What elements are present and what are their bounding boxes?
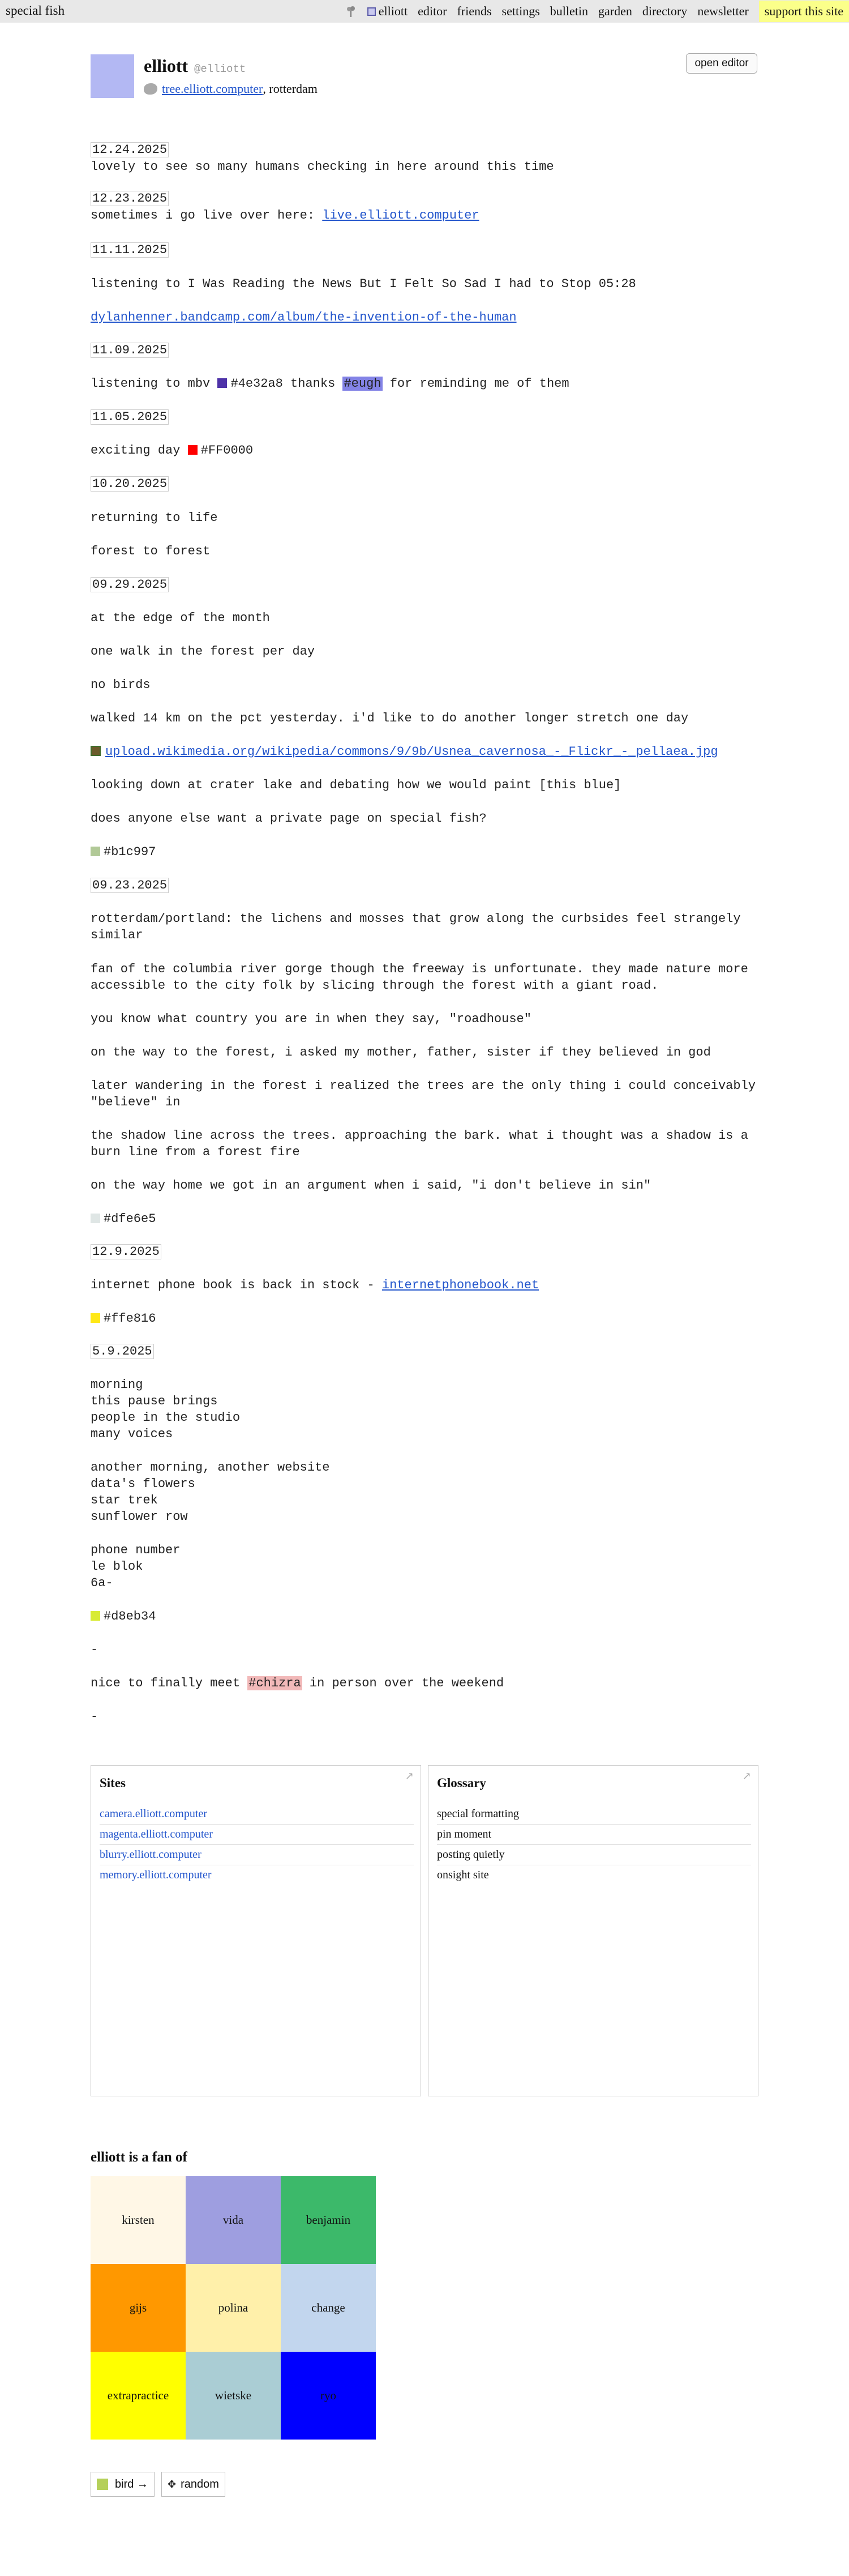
glossary-item[interactable]: posting quietly bbox=[437, 1845, 751, 1865]
nav-elliott[interactable] bbox=[367, 4, 408, 19]
profile-meta bbox=[144, 82, 318, 96]
poem-line: morning bbox=[91, 1378, 143, 1392]
site-brand[interactable]: special fish bbox=[6, 3, 65, 18]
post-text: listening to I Was Reading the News But I Felt So Sad I had to Stop 05:28 bbox=[91, 277, 636, 291]
user-tag-chizra[interactable]: #chizra bbox=[248, 1676, 301, 1690]
poem-line: data's flowers bbox=[91, 1477, 195, 1491]
post-text-part: sometimes i go live over here: bbox=[91, 208, 323, 223]
post-text-part: thanks bbox=[282, 377, 343, 391]
date-label: 12.23.2025 bbox=[91, 191, 169, 206]
nav-friends[interactable]: friends bbox=[457, 4, 492, 18]
nav-directory[interactable]: directory bbox=[642, 4, 688, 18]
profile-name: elliott bbox=[144, 55, 188, 76]
external-arrow-icon[interactable]: ↗ bbox=[405, 1770, 414, 1782]
post-text: returning to life bbox=[91, 511, 218, 525]
fan-cell[interactable]: polina bbox=[186, 2264, 281, 2352]
post-text bbox=[91, 375, 569, 392]
post-text-part: internet phone book is back in stock - bbox=[91, 1278, 382, 1292]
top-bar bbox=[0, 0, 849, 23]
post-text: the shadow line across the trees. approaching the bark. what i thought was a shadow is a burn line from a forest fire bbox=[91, 1129, 748, 1159]
random-icon: ✥ bbox=[168, 2478, 177, 2490]
poem-line: this pause brings bbox=[91, 1394, 218, 1408]
tree-blob-icon bbox=[144, 83, 157, 95]
post-text: on the way to the forest, i asked my mother, father, sister if they believed in god bbox=[91, 1045, 711, 1060]
date-label: 11.09.2025 bbox=[91, 343, 169, 358]
fan-grid bbox=[91, 2176, 376, 2440]
poem-line: many voices bbox=[91, 1427, 173, 1441]
color-swatch bbox=[91, 1611, 100, 1621]
bird-square-icon bbox=[97, 2479, 108, 2490]
post-date bbox=[91, 342, 169, 358]
post-text: at the edge of the month bbox=[91, 611, 270, 625]
nav-garden[interactable]: garden bbox=[598, 4, 632, 18]
support-link[interactable]: support this site bbox=[759, 1, 849, 22]
post-date bbox=[91, 1343, 154, 1360]
date-label: 11.11.2025 bbox=[91, 242, 169, 258]
site-link[interactable]: memory.elliott.computer bbox=[100, 1869, 212, 1881]
profile-handle: @elliott bbox=[194, 63, 246, 75]
poem-line: phone number bbox=[91, 1543, 181, 1557]
post-text bbox=[91, 844, 156, 860]
date-label: 12.9.2025 bbox=[91, 1244, 161, 1259]
site-link[interactable]: magenta.elliott.computer bbox=[100, 1825, 414, 1845]
hex-label: #b1c997 bbox=[104, 845, 156, 859]
bird-button[interactable] bbox=[91, 2472, 155, 2497]
glossary-item[interactable]: pin moment bbox=[437, 1825, 751, 1845]
nav-settings[interactable]: settings bbox=[501, 4, 540, 18]
nav-editor[interactable]: editor bbox=[418, 4, 447, 18]
top-nav bbox=[345, 0, 849, 23]
sites-list bbox=[100, 1804, 414, 1886]
live-link[interactable]: live.elliott.computer bbox=[322, 208, 479, 223]
post-link bbox=[91, 744, 718, 760]
profile-location: rotterdam bbox=[269, 82, 318, 96]
post-text bbox=[91, 1211, 156, 1227]
post-text: rotterdam/portland: the lichens and mosses that grow along the curbsides feel strangely similar bbox=[91, 912, 741, 942]
glossary-list bbox=[437, 1804, 751, 1886]
post-text: on the way home we got in an argument when i said, "i don't believe in sin" bbox=[91, 1178, 651, 1193]
post-text bbox=[91, 207, 479, 224]
sites-title: Sites bbox=[100, 1776, 126, 1790]
fan-cell[interactable]: change bbox=[281, 2264, 376, 2352]
site-link[interactable]: blurry.elliott.computer bbox=[100, 1845, 414, 1865]
wikimedia-link[interactable]: upload.wikimedia.org/wikipedia/commons/9/9b/Usnea_cavernosa_-_Flickr_-_pellaea.jpg bbox=[105, 745, 718, 759]
poem-line: le blok bbox=[91, 1560, 143, 1574]
post-date bbox=[91, 242, 169, 258]
date-label: 12.24.2025 bbox=[91, 142, 169, 157]
hex-label: #dfe6e5 bbox=[104, 1212, 156, 1226]
post-divider: - bbox=[91, 1643, 98, 1657]
color-swatch bbox=[91, 1313, 100, 1323]
poem-line: sunflower row bbox=[91, 1510, 188, 1524]
hex-label: #FF0000 bbox=[200, 443, 254, 458]
date-label: 09.29.2025 bbox=[91, 577, 169, 592]
fan-cell[interactable]: wietske bbox=[186, 2352, 281, 2440]
fan-cell[interactable]: ryo bbox=[281, 2352, 376, 2440]
glossary-item[interactable]: special formatting bbox=[437, 1804, 751, 1825]
post-text bbox=[91, 1608, 156, 1625]
post-date bbox=[91, 409, 169, 425]
post-text: lovely to see so many humans checking in here around this time bbox=[91, 160, 554, 174]
date-label: 5.9.2025 bbox=[91, 1344, 154, 1359]
color-swatch bbox=[217, 378, 227, 388]
hex-label: #ffe816 bbox=[104, 1312, 156, 1326]
avatar bbox=[91, 54, 134, 98]
sites-panel bbox=[91, 1765, 421, 2096]
color-swatch bbox=[188, 445, 198, 455]
post-text bbox=[91, 1277, 539, 1293]
color-swatch bbox=[91, 1214, 100, 1223]
image-link-icon bbox=[91, 746, 101, 756]
open-editor-button[interactable]: open editor bbox=[686, 53, 757, 74]
hex-label: #4e32a8 bbox=[230, 377, 283, 391]
post-text: walked 14 km on the pct yesterday. i'd like to do another longer stretch one day bbox=[91, 711, 689, 725]
post-text bbox=[91, 442, 253, 459]
profile-separator: , bbox=[263, 82, 266, 96]
glossary-panel bbox=[428, 1765, 758, 2096]
date-label: 11.05.2025 bbox=[91, 409, 169, 425]
fan-cell[interactable]: benjamin bbox=[281, 2176, 376, 2264]
post-date bbox=[91, 476, 169, 492]
post-text: later wandering in the forest i realized the trees are the only thing i could conceivably "believe" in bbox=[91, 1079, 756, 1109]
post-text: forest to forest bbox=[91, 544, 211, 558]
color-swatch bbox=[91, 847, 100, 856]
external-arrow-icon[interactable]: ↗ bbox=[742, 1770, 751, 1782]
fan-cell[interactable]: vida bbox=[186, 2176, 281, 2264]
post-text: one walk in the forest per day bbox=[91, 644, 315, 659]
glossary-title: Glossary bbox=[437, 1776, 486, 1790]
random-label: random bbox=[181, 2477, 219, 2490]
site-link[interactable]: camera.elliott.computer bbox=[100, 1804, 414, 1825]
profile-site-link[interactable]: tree.elliott.computer bbox=[162, 82, 263, 96]
bandcamp-link[interactable]: dylanhenner.bandcamp.com/album/the-invention-of-the-human bbox=[91, 310, 517, 324]
poem-line: star trek bbox=[91, 1493, 158, 1507]
poem-line: 6a- bbox=[91, 1576, 113, 1590]
user-tag-eugh[interactable]: #eugh bbox=[344, 377, 381, 391]
nav-elliott-label: elliott bbox=[378, 4, 408, 18]
post-text-part: nice to finally meet bbox=[91, 1676, 248, 1690]
post-text-part: in person over the weekend bbox=[302, 1676, 504, 1690]
post-date bbox=[91, 190, 169, 207]
post-text bbox=[91, 1310, 156, 1327]
post-divider: - bbox=[91, 1710, 98, 1724]
fan-of-heading: elliott is a fan of bbox=[91, 2150, 187, 2165]
poem-line: another morning, another website bbox=[91, 1460, 330, 1475]
poem-line: people in the studio bbox=[91, 1411, 241, 1425]
post-text-part: exciting day bbox=[91, 443, 188, 458]
post-text: you know what country you are in when they say, "roadhouse" bbox=[91, 1012, 531, 1026]
post-date bbox=[91, 576, 169, 593]
post-text bbox=[91, 1675, 504, 1691]
glossary-item[interactable]: onsight site bbox=[437, 1869, 489, 1881]
date-label: 10.20.2025 bbox=[91, 476, 169, 492]
hex-label: #d8eb34 bbox=[104, 1609, 156, 1624]
post-link bbox=[91, 309, 517, 326]
post-date bbox=[91, 877, 169, 894]
plant-icon[interactable] bbox=[345, 5, 357, 18]
phonebook-link[interactable]: internetphonebook.net bbox=[381, 1278, 539, 1292]
date-label: 09.23.2025 bbox=[91, 878, 169, 893]
nav-newsletter[interactable]: newsletter bbox=[697, 4, 749, 18]
post-text-part: listening to mbv bbox=[91, 377, 218, 391]
nav-bulletin[interactable]: bulletin bbox=[550, 4, 588, 18]
profile-square-icon bbox=[367, 7, 376, 16]
bird-label: bird → bbox=[115, 2477, 148, 2490]
post-text: no birds bbox=[91, 678, 151, 692]
post-text-part: for reminding me of them bbox=[382, 377, 569, 391]
post-date bbox=[91, 1244, 161, 1260]
fan-cell[interactable]: gijs bbox=[91, 2264, 186, 2352]
post-text: looking down at crater lake and debating how we would paint [this blue] bbox=[91, 778, 621, 792]
fan-cell[interactable]: kirsten bbox=[91, 2176, 186, 2264]
post-text: does anyone else want a private page on special fish? bbox=[91, 811, 487, 826]
post-date bbox=[91, 142, 169, 158]
post-text: fan of the columbia river gorge though the freeway is unfortunate. they made nature more accessible to the city folk by slicing through the forest with a giant road. bbox=[91, 962, 748, 993]
random-button[interactable] bbox=[161, 2472, 225, 2497]
fan-cell[interactable]: extrapractice bbox=[91, 2352, 186, 2440]
